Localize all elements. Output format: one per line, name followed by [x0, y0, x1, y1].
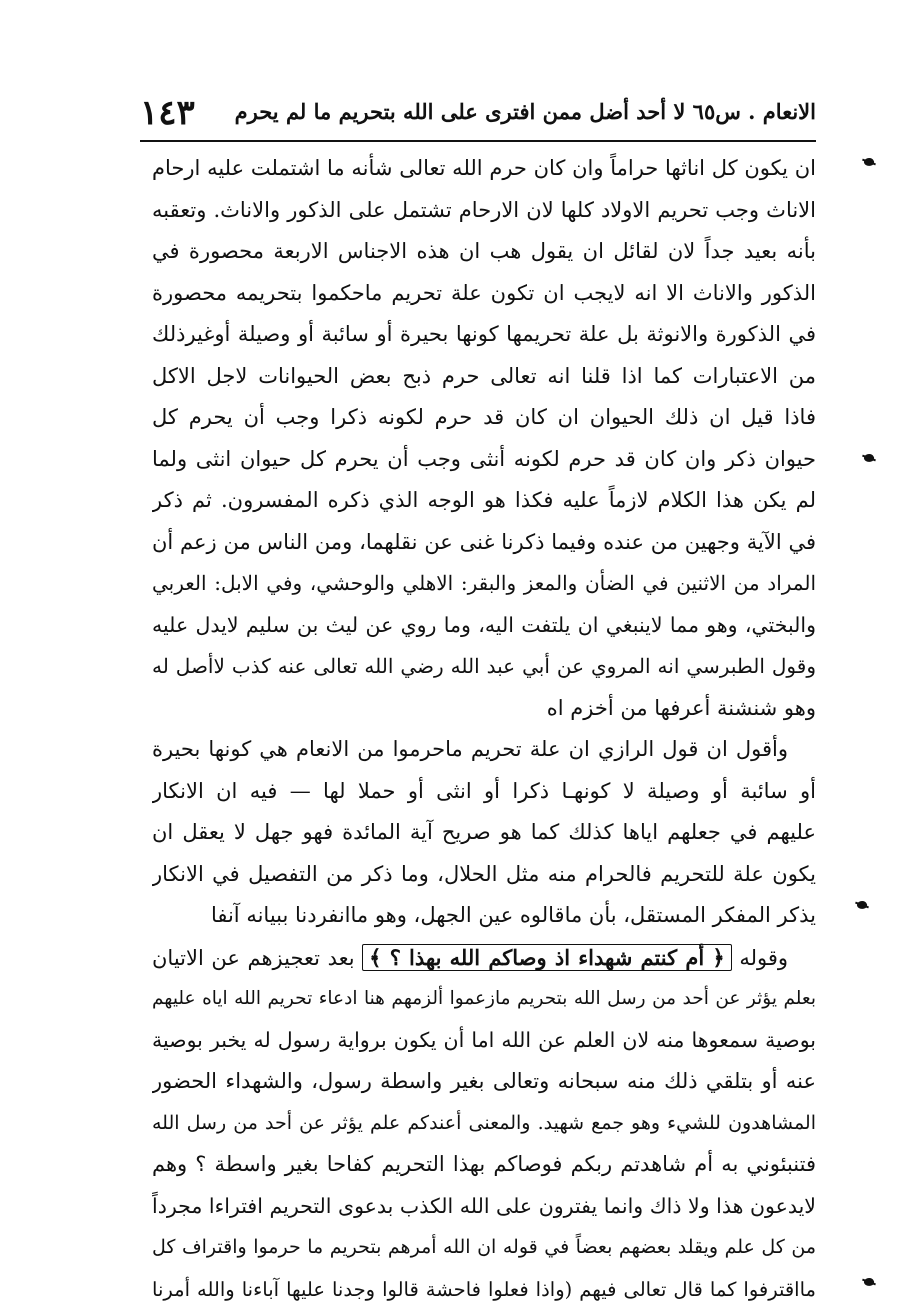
text-line: يذكر المفكر المستقل، بأن ماقالوه عين الجهل، وهو ماانفردنا ببيانه آنفا [210, 903, 816, 927]
header-rule [140, 140, 816, 142]
running-header [140, 93, 816, 139]
text-line: بعلم يؤثر عن أحد من رسل الله بتحريم مازعموا ألزمهم هنا ادعاء تحريم الله اياه عليهم [152, 988, 816, 1009]
text-line: عليهم في جعلهم اياها كذلك كما هو صريح آية المائدة فهو جهل لا يعقل ان [152, 820, 816, 844]
running-title: الانعام . س٦٥ لا أحد أضل ممن افترى على الله بتحريم ما لم يحرم [234, 99, 816, 124]
ink-blot-icon [862, 1277, 876, 1287]
text-line: حيوان ذكر وان كان قد حرم لكونه أنثى وجب أن يحرم كل حيوان انثى ولما [152, 446, 816, 471]
quote-intro: وقوله [739, 945, 789, 970]
text-line: في الذكورة والانوثة بل علة تحريمها كونها بحيرة أو سائبة أو وصيلة أوغيرذلك [152, 322, 816, 346]
text-line: والبختي، وهو مما لاينبغي ان يلتفت اليه، وما روي عن ليث بن سليم لايدل عليه [152, 612, 816, 637]
text-line: وقول الطبرسي انه المروي عن أبي عبد الله رضي الله تعالى عنه كذب لاأصل له [152, 654, 816, 678]
text-line: يكون علة للتحريم فالحرام منه مثل الحلال، وما ذكر من التفصيل في الانكار [152, 861, 816, 886]
ink-blot-icon [862, 157, 876, 167]
main-text [152, 148, 816, 1310]
text-line: لايدعون هذا ولا ذاك وانما يفترون على الله الكذب بدعوى التحريم افتراءا مجرداً [152, 1193, 816, 1218]
text-line: ان يكون كل اناثها حراماً وان كان حرم الله تعالى شأنه ما اشتملت عليه ارحام [152, 156, 816, 180]
quran-quote: ﴿ أم كنتم شهداء اذ وصاكم الله بهذا ؟ ﴾ [362, 944, 732, 971]
page-number: ١٤٣ [140, 93, 195, 133]
text-line: المشاهدون للشيء وهو جمع شهيد. والمعنى أعندكم علم يؤثر عن أحد من رسل الله [152, 1111, 816, 1134]
paragraph-start-line: وأقول ان قول الرازي ان علة تحريم ماحرموا من الانعام هي كونها بحيرة [152, 737, 788, 761]
text-line: الاناث وجب تحريم الاولاد كلها لان الارحام تشتمل على الذكور والاناث. وتعقبه [152, 197, 816, 222]
ink-blot-icon [855, 900, 869, 910]
quote-continuation: بعد تعجيزهم عن الاتيان [152, 945, 355, 970]
ink-blot-icon [862, 453, 876, 463]
text-line: بأنه بعيد جداً لان لقائل ان يقول هب ان هذه الاجناس الاربعة محصورة في [152, 239, 816, 263]
text-line: من الاعتبارات كما اذا قلنا انه تعالى حرم ذبح بعض الحيوانات لاجل الاكل [152, 363, 816, 388]
text-line: عنه أو بتلقي ذلك منه سبحانه وتعالى بغير واسطة رسول، والشهداء الحضور [152, 1069, 816, 1093]
text-line: وهو شنشنة أعرفها من أخزم اه [546, 695, 816, 720]
text-line: المراد من الاثنين في الضأن والمعز والبقر: الاهلي والوحشي، وفي الابل: العربي [152, 571, 816, 595]
text-line: بوصية سمعوها منه لان العلم عن الله اما أن يكون برواية رسول له يخبر بوصية [152, 1027, 816, 1052]
text-line: في الآية وجهين من عنده وفيما ذكرنا غنى عن نقلهما، ومن الناس من زعم أن [152, 529, 816, 554]
text-line: من كل علم ويقلد بعضهم بعضاً في قوله ان الله أمرهم بتحريم ما حرموا واقتراف كل [152, 1236, 816, 1258]
text-line: مااقترفوا كما قال تعالى فيهم (واذا فعلوا فاحشة قالوا وجدنا عليها آباءنا والله أمرنا [152, 1277, 816, 1301]
text-line: فاذا قيل ان ذلك الحيوان ان كان قد حرم لكونه ذكرا وجب أن يحرم كل [152, 405, 816, 429]
text-line: فتنبئوني به أم شاهدتم ربكم فوصاكم بهذا التحريم كفاحا بغير واسطة ؟ وهم [152, 1152, 816, 1176]
text-line: الذكور والاناث الا انه لايجب ان تكون علة تحريم ماحكموا بتحريمه محصورة [152, 280, 816, 305]
text-line: لم يكن هذا الكلام لازماً عليه فكذا هو الوجه الذي ذكره المفسرون. ثم ذكر [152, 488, 816, 512]
quote-line [152, 937, 816, 979]
text-line: أو سائبة أو وصيلة لا كونهـا ذكرا أو انثى أو حملا لها — فيه ان الانكار [152, 778, 816, 803]
